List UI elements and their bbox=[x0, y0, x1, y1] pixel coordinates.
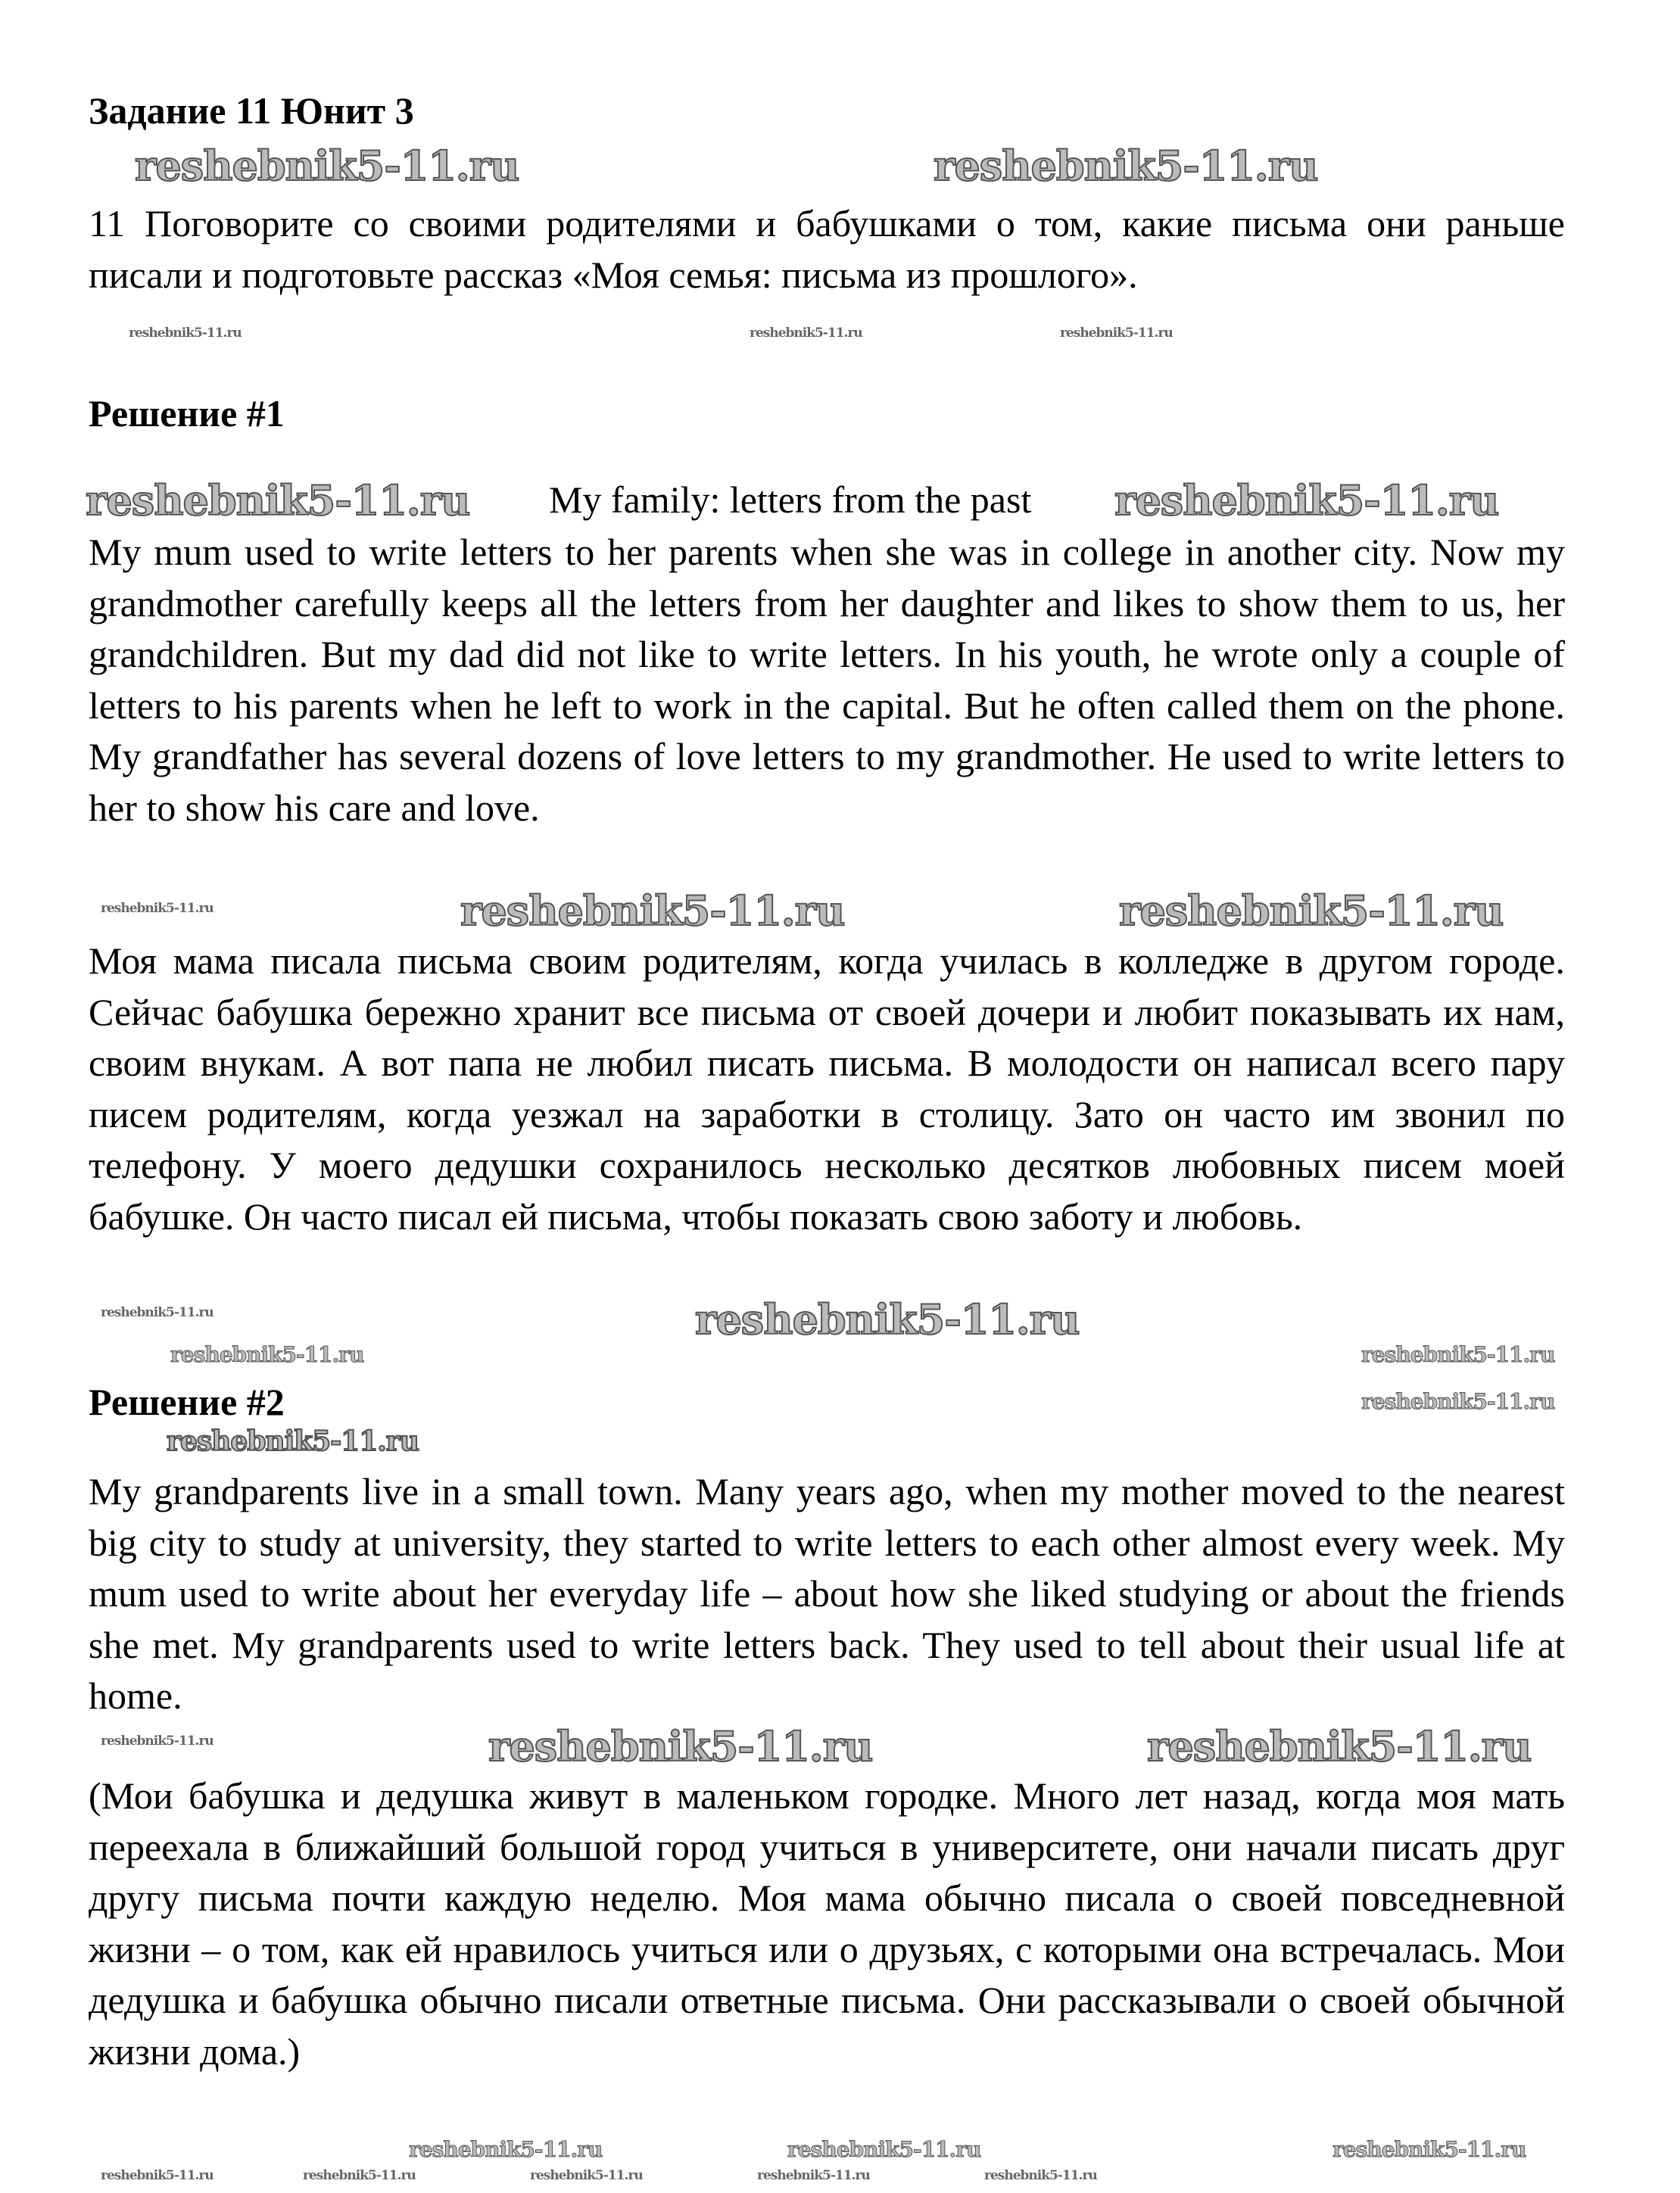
watermark: reshebnik5-11.ru bbox=[409, 2137, 603, 2162]
solution1-story-title: My family: letters from the past bbox=[549, 478, 1032, 521]
watermark: reshebnik5-11.ru bbox=[488, 1722, 873, 1771]
watermark: reshebnik5-11.ru bbox=[1332, 2137, 1526, 2162]
watermark: reshebnik5-11.ru bbox=[787, 2137, 981, 2162]
solution2-heading: Решение #2 bbox=[89, 1381, 285, 1423]
watermark: reshebnik5-11.ru bbox=[984, 2168, 1097, 2183]
watermark: reshebnik5-11.ru bbox=[167, 1425, 419, 1457]
watermark: reshebnik5-11.ru bbox=[101, 1734, 214, 1749]
solution1-russian: Моя мама писала письма своим родителям, когда училась в колледже в другом городе. Сейчас бабушка бережно хранит все письма от своей дочери и любит показывать их нам, своим внукам. А вот папа не любил писать письма. В молодости он написал всего пару писем родителям, когда уезжал на заработки в столицу. Зато он часто им звонил по телефону. У моего дедушки сохранилось несколько десятков любовных писем моей бабушке. Он часто писал ей письма, чтобы показать свою заботу и любовь. bbox=[89, 939, 1565, 1238]
solution1-english: My mum used to write letters to her parents when she was in college in another city. Now my grandmother carefully keeps all the letters from her daughter and likes to show them to us, her grandchildren. But my dad did not like to write letters. In his youth, he wrote only a couple of letters to his parents when he left to work in the capital. But he often called them on the phone. My grandfather has several dozens of love letters to my grandmother. He used to write letters to her to show his care and love. bbox=[89, 531, 1565, 829]
watermark: reshebnik5-11.ru bbox=[135, 142, 519, 190]
watermark: reshebnik5-11.ru bbox=[101, 1305, 214, 1320]
solution2-russian: (Мои бабушка и дедушка живут в маленьком городке. Много лет назад, когда моя мать переехала в ближайший большой город учиться в университете, они начали писать друг другу письма почти каждую неделю. Моя мама обычно писала о своей повседневной жизни – о том, как ей нравилось учиться или о друзьях, с которыми она встречалась. Мои дедушка и бабушка обычно писали ответные письма. Они рассказывали о своей обычной жизни дома.) bbox=[89, 1774, 1565, 2073]
watermark: reshebnik5-11.ru bbox=[1060, 326, 1173, 341]
task-text: 11 Поговорите со своими родителями и бабушками о том, какие письма они раньше писали и подготовьте рассказ «Моя семья: письма из прошлого». bbox=[89, 202, 1565, 296]
watermark: reshebnik5-11.ru bbox=[101, 2168, 214, 2183]
solution1-heading: Решение #1 bbox=[89, 392, 285, 435]
watermark: reshebnik5-11.ru bbox=[1147, 1722, 1532, 1771]
solution2-english: My grandparents live in a small town. Many years ago, when my mother moved to the nearest big city to study at university, they started to write letters to each other almost every week. My mum used to write about her everyday life – about how she liked studying or about the friends she met. My grandparents used to write letters back. They used to tell about their usual life at home. bbox=[89, 1470, 1565, 1717]
watermark: reshebnik5-11.ru bbox=[1361, 1389, 1555, 1414]
watermark: reshebnik5-11.ru bbox=[460, 886, 845, 935]
watermark: reshebnik5-11.ru bbox=[1119, 886, 1504, 935]
watermark: reshebnik5-11.ru bbox=[757, 2168, 870, 2183]
task-title: Задание 11 Юнит 3 bbox=[89, 89, 414, 132]
watermark: reshebnik5-11.ru bbox=[530, 2168, 643, 2183]
watermark: reshebnik5-11.ru bbox=[170, 1342, 364, 1367]
watermark: reshebnik5-11.ru bbox=[695, 1295, 1080, 1344]
watermark: reshebnik5-11.ru bbox=[750, 326, 862, 341]
watermark: reshebnik5-11.ru bbox=[86, 476, 470, 525]
watermark: reshebnik5-11.ru bbox=[303, 2168, 416, 2183]
watermark: reshebnik5-11.ru bbox=[1361, 1342, 1555, 1367]
watermark: reshebnik5-11.ru bbox=[934, 142, 1318, 190]
watermark: reshebnik5-11.ru bbox=[101, 901, 214, 916]
watermark: reshebnik5-11.ru bbox=[1114, 476, 1499, 525]
watermark: reshebnik5-11.ru bbox=[129, 326, 242, 341]
